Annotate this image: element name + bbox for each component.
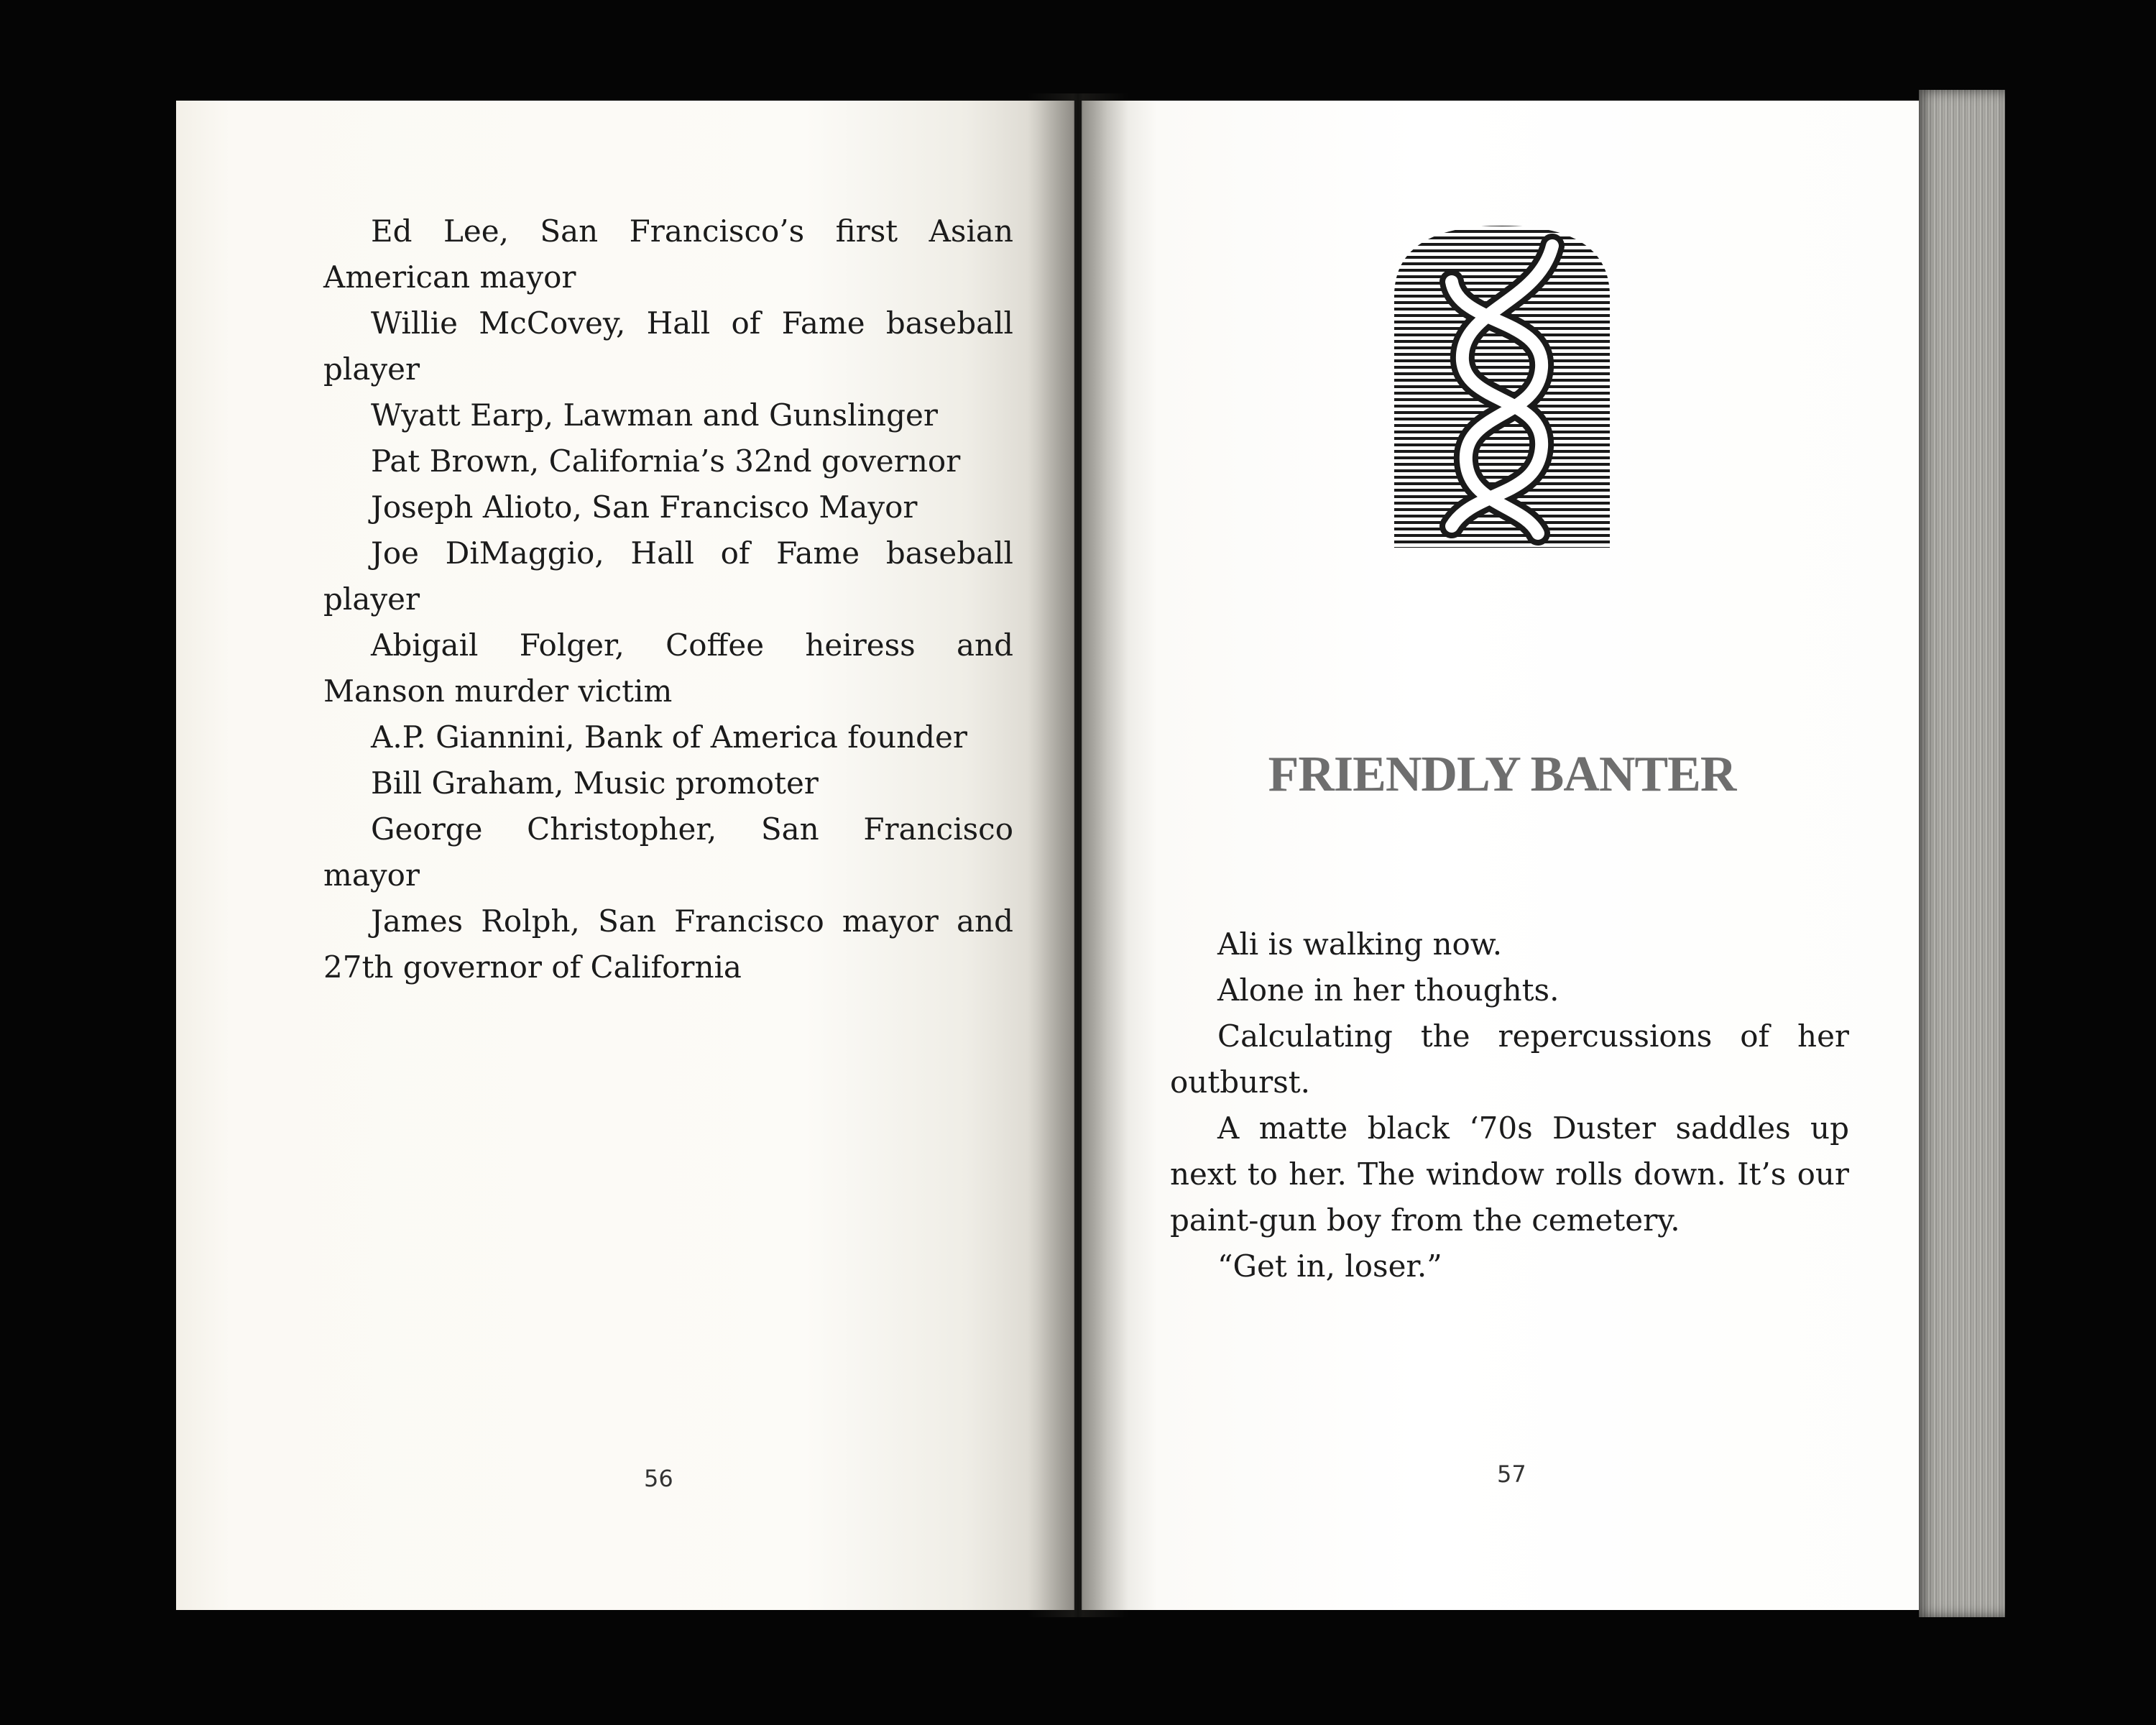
knot-icon	[1394, 217, 1610, 548]
list-item: Joseph Alioto, San Francisco Mayor	[371, 489, 918, 525]
page-edges	[1919, 90, 2005, 1617]
list-item: George Christopher, San Francisco mayor	[323, 811, 1013, 893]
list-item: Joe DiMaggio, Hall of Fame baseball player	[323, 535, 1013, 617]
list-item: A.P. Giannini, Bank of America founder	[371, 719, 967, 755]
page-number-right: 57	[1497, 1460, 1526, 1488]
paragraph: Alone in her thoughts.	[1217, 972, 1560, 1008]
paragraph: Ali is walking now.	[1217, 926, 1503, 962]
list-item: Pat Brown, California’s 32nd governor	[371, 443, 961, 479]
chapter-title: FRIENDLY BANTER	[1268, 747, 1736, 802]
paragraph: Calculating the repercussions of her outburst.	[1170, 1018, 1849, 1100]
paragraph: “Get in, loser.”	[1217, 1248, 1442, 1284]
right-page-text	[1170, 921, 1849, 1289]
list-item: Ed Lee, San Francisco’s first Asian American mayor	[323, 213, 1013, 295]
page-number-left: 56	[644, 1465, 673, 1492]
paragraph: A matte black ‘70s Duster saddles up next to her. The window rolls down. It’s our paint-gun boy from the cemetery.	[1170, 1110, 1849, 1238]
list-item: Willie McCovey, Hall of Fame baseball player	[323, 305, 1013, 387]
list-item: Abigail Folger, Coffee heiress and Manson murder victim	[323, 627, 1013, 709]
list-item: Wyatt Earp, Lawman and Gunslinger	[371, 397, 938, 433]
left-page-text	[323, 208, 1013, 990]
list-item: Bill Graham, Music promoter	[371, 765, 819, 801]
list-item: James Rolph, San Francisco mayor and 27th governor of California	[323, 903, 1013, 985]
